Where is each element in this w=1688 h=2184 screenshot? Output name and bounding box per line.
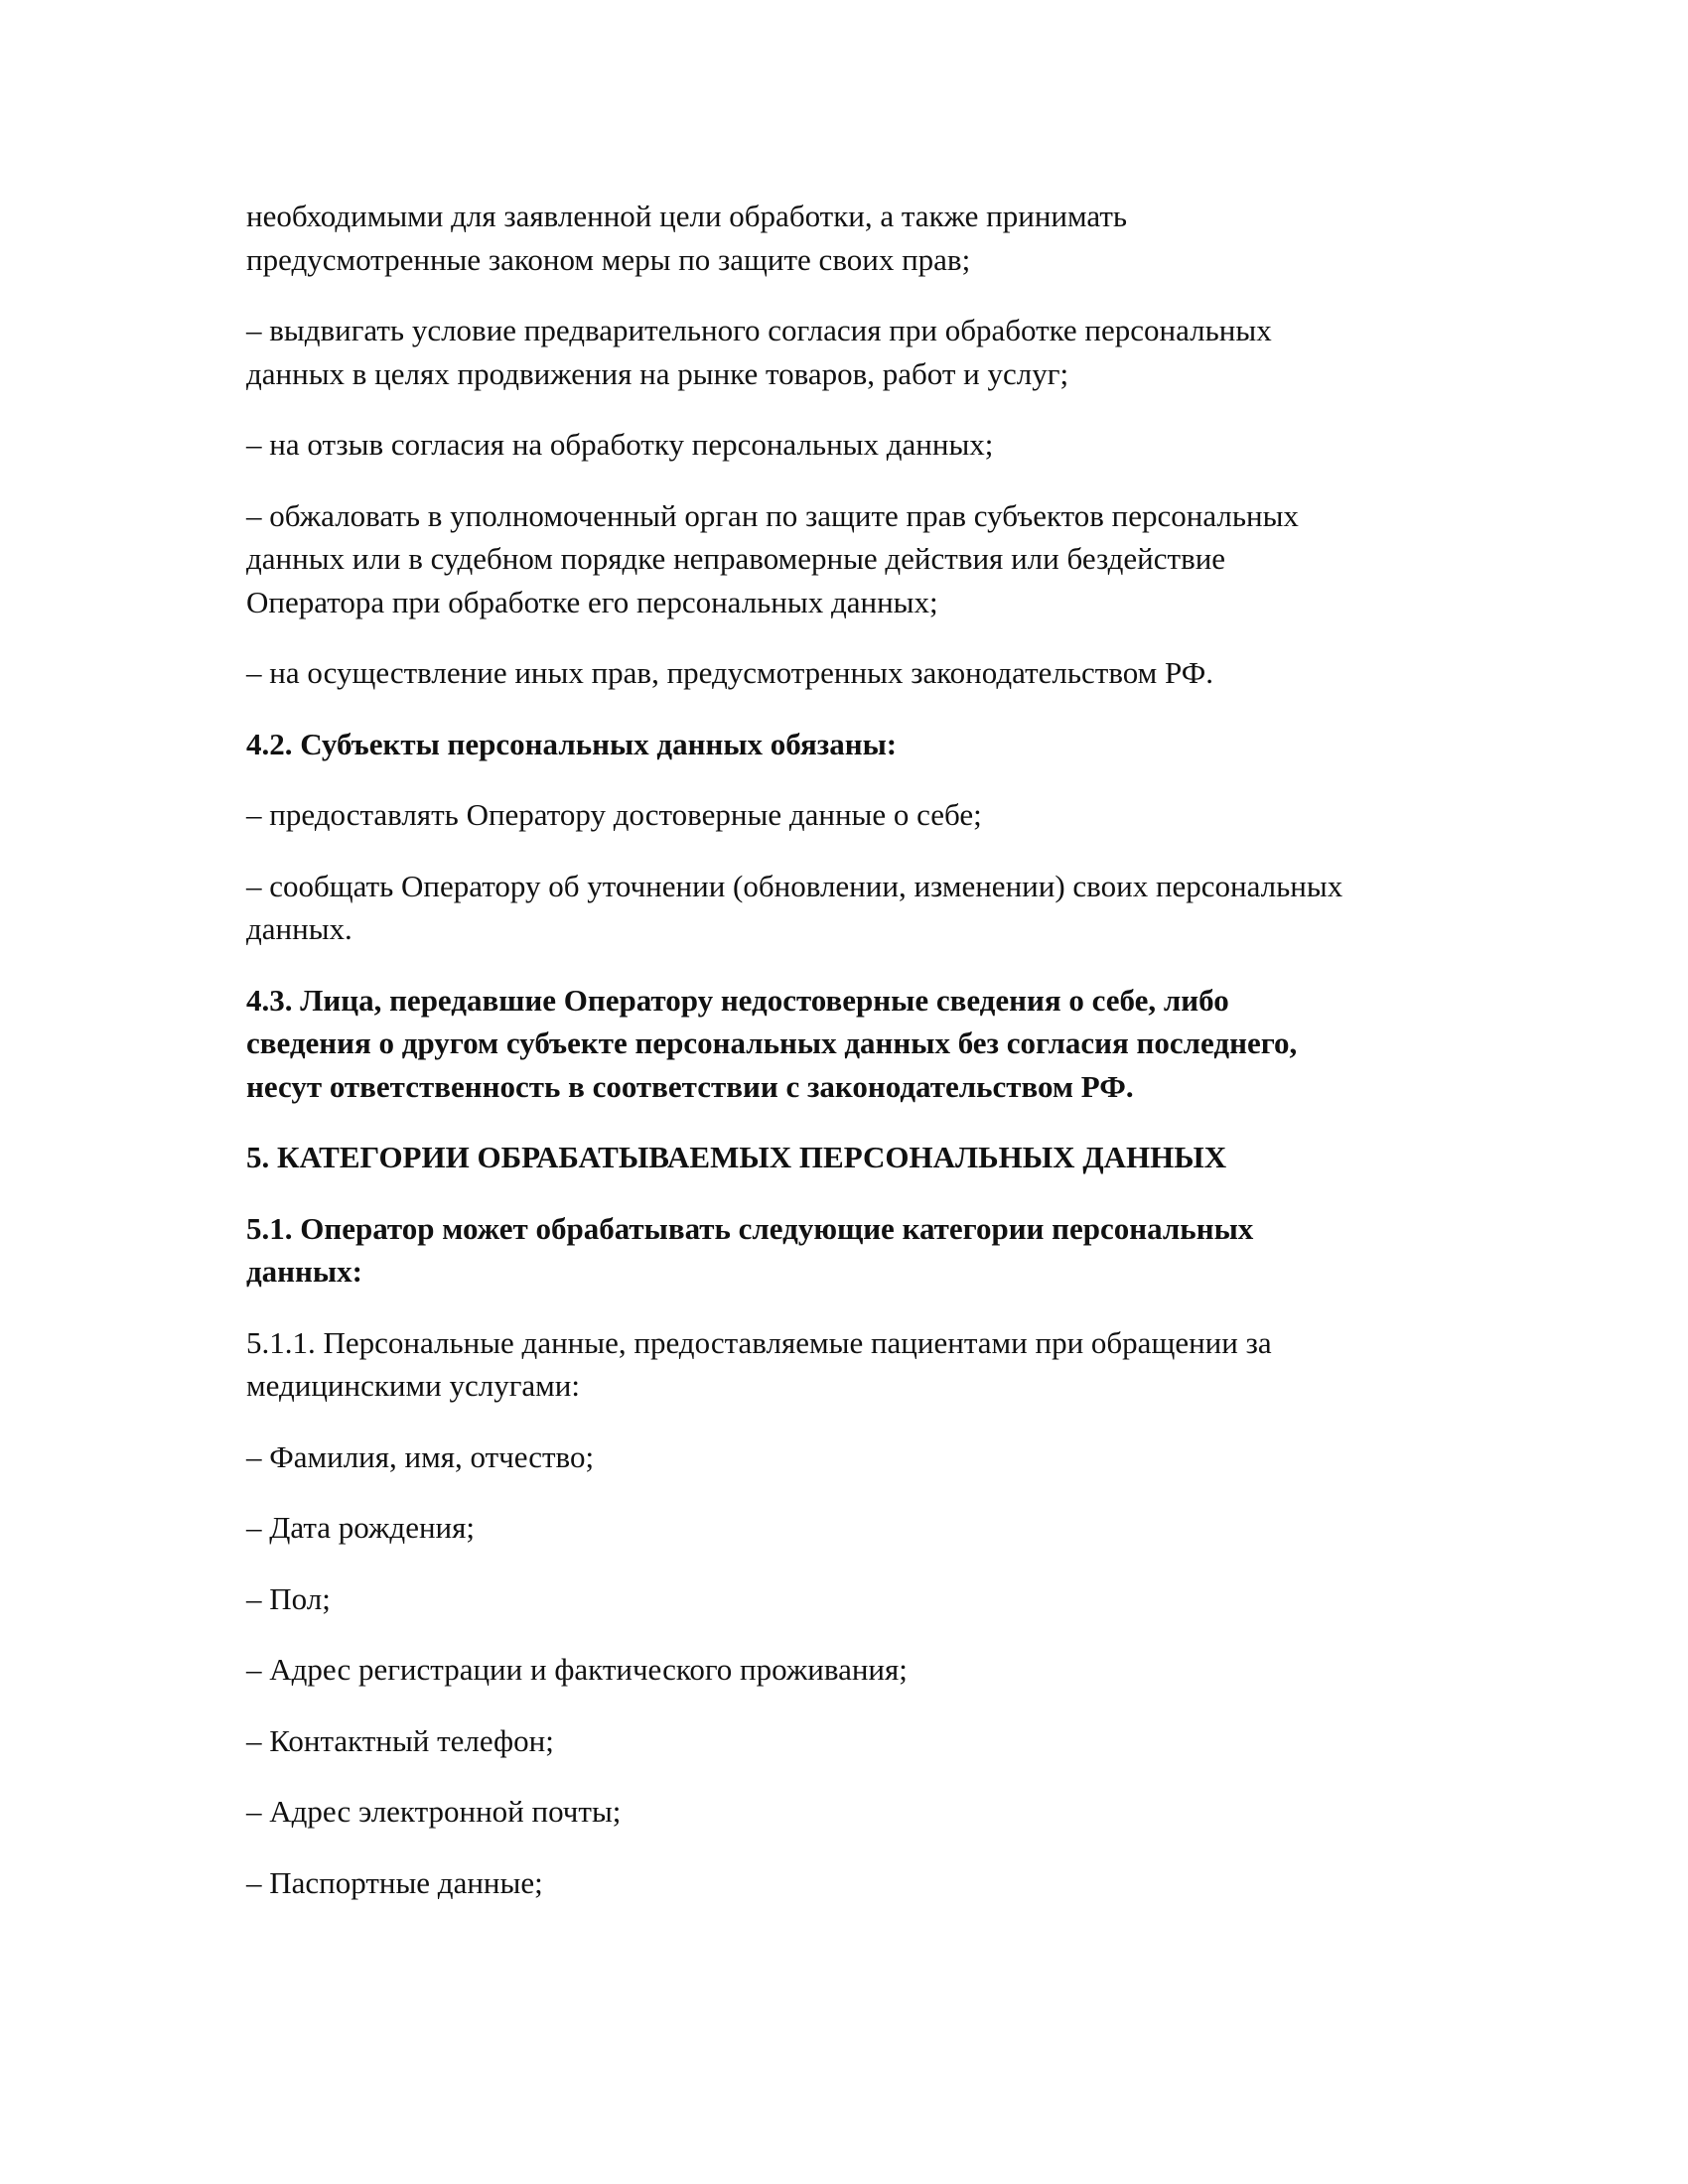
- list-item-birth-date: – Дата рождения;: [246, 1510, 476, 1545]
- list-item-full-name: – Фамилия, имя, отчество;: [246, 1438, 595, 1474]
- list-item-notify-changes: – сообщать Оператору об уточнении (обновлении, изменении) своих персональных данных.: [246, 868, 1343, 946]
- list-item-address: – Адрес регистрации и фактического проживания;: [246, 1652, 908, 1687]
- section-heading-5-1: 5.1. Оператор может обрабатывать следующие категории персональных данных:: [246, 1210, 1254, 1289]
- list-item-appeal: – обжаловать в уполномоченный орган по защите прав субъектов персональных данных или в судебном порядке неправомерные действия или бездействие Оператора при обработке его персональных данных;: [246, 497, 1299, 619]
- subsection-5-1-1: 5.1.1. Персональные данные, предоставляемые пациентами при обращении за медицинскими услугами:: [246, 1324, 1272, 1403]
- list-item-provide-data: – предоставлять Оператору достоверные данные о себе;: [246, 797, 982, 832]
- list-item-passport: – Паспортные данные;: [246, 1864, 543, 1900]
- paragraph-rights-continued: необходимыми для заявленной цели обработки, а также принимать предусмотренные законом меры по защите своих прав;: [246, 199, 1128, 277]
- list-item-gender: – Пол;: [246, 1580, 331, 1616]
- section-heading-4-3: 4.3. Лица, передавшие Оператору недостоверные сведения о себе, либо сведения о другом субъекте персональных данных без согласия последнего, несут ответственность в соответствии с законодательством РФ.: [246, 982, 1298, 1104]
- document-page: [246, 195, 1458, 1932]
- list-item-phone: – Контактный телефон;: [246, 1722, 554, 1758]
- list-item-withdraw-consent: – на отзыв согласия на обработку персональных данных;: [246, 427, 994, 462]
- list-item-other-rights: – на осуществление иных прав, предусмотренных законодательством РФ.: [246, 655, 1213, 690]
- section-heading-5: 5. КАТЕГОРИИ ОБРАБАТЫВАЕМЫХ ПЕРСОНАЛЬНЫХ ДАННЫХ: [246, 1140, 1227, 1174]
- section-heading-4-2: 4.2. Субъекты персональных данных обязаны:: [246, 726, 898, 761]
- list-item-email: – Адрес электронной почты;: [246, 1794, 622, 1829]
- list-item-prior-consent: – выдвигать условие предварительного согласия при обработке персональных данных в целях продвижения на рынке товаров, работ и услуг;: [246, 313, 1272, 391]
